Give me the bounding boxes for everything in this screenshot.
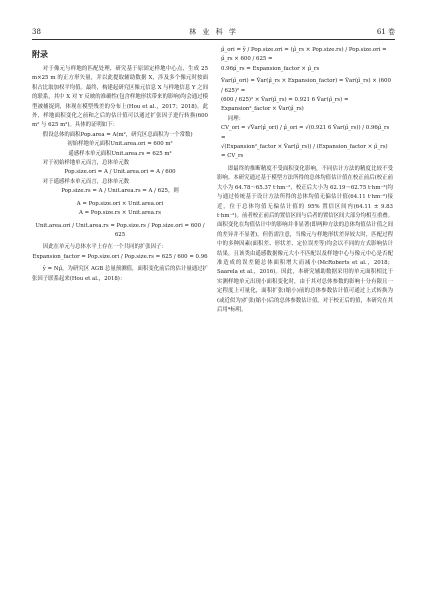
formula-unit-area-ori: 初始样地单元面积Unit.area.ori = 600 m² [67, 141, 173, 148]
expansion-intro: 因此在单元与总体水平上存在一个共同的扩张因子： [42, 244, 167, 251]
formula-cv-ori-cont: √(Expansion²_factor × V̂ar(μ̂_rs)) / (Expansion_factor × μ̂_rs) = CV_rs [221, 144, 390, 160]
formula-var-ori-cont: (600 / 625)² × V̂ar(μ̂_rs) = 0.921 6 V̂ar(μ̂_rs) = [221, 97, 349, 104]
formula-ratio: Unit.area.ori / Unit.area.rs = Pop.size.rs / Pop.size.ori = 600 / 625 [35, 222, 207, 238]
left-column [32, 46, 208, 284]
formula-pop-size-ori: Pop.size.ori = A / Unit.area.ori = A / 600 [64, 169, 176, 176]
volume-label: 61 卷 [376, 28, 395, 36]
assumption-paragraph: 假设总体的面积Pop.area = A(m²，研究区总面积为一个常数) [42, 131, 193, 138]
formula-var-ori: V̂ar(μ̂_ori) = V̂ar(μ̂_rs × Expansion_factor) = V̂ar(μ̂_rs) × (600 / 625)² = [221, 78, 393, 94]
pop-size-rs-intro: 对于遥感样本单元而言，总体单元数 [42, 178, 130, 185]
running-head [32, 26, 395, 38]
conclusion-paragraph: 即最终的推断精度不受面积变化影响，不同估计方法的精度比较不受影响。本研究通过基于模型方法所得的总体均值估计值在校正前后(校正前大小为 64.78～65.37 t·hm⁻²，校正后大小为 62.19～62.75 t·hm⁻²)均与通过传统基于设计方法所得的总体均值无偏估计值(64.11 t·hm⁻²)接近，位于总体均值无偏估计值的 95% 置信区间内(64.11 ± 9.83 t·hm⁻²)。前者校正前后的置信区间与后者的置信区间大部分均相互重叠。面积变化在均值估计中的影响并非显著(即两种方法的总体均值估计值之间的差异并不显著)，但仍需注意，当像元与样地形状差异较大时，匹配过程中的多种因素(面积差、形状差、定位误差等)均会以不同的方式影响估计结果，且该类由遥感数据像元大小不匹配以及样地中心与像元中心是否配准造成的误差随总体面积增大而减小(McRoberts et al.，2018；Saarela et al.，2016)。因此，本研究辅助数据采用的单元面积相比于实测样地单元出现小面积变化时，由于其对总体参数的影响十分有限且一定程度上可量化，面积扩张(缩小)前的总体参数估计值可通过上式转换为(或近似为)扩张(缩小)后的总体参数估计值。对于校正后的值，本研究在其后用*标明。 [217, 165, 395, 313]
formula-var-ori-end: Expansion²_factor × V̂ar(μ̂_rs) [221, 106, 304, 113]
formula-cv-ori: CV_ori = √V̂ar(μ̂_ori) / μ̂_ori = √(0.921 6 V̂ar(μ̂_rs)) / 0.96μ̂_rs = [221, 125, 392, 141]
journal-title: 林 业 科 学 [189, 28, 238, 36]
appendix-heading: 附录 [32, 50, 48, 59]
formula-mean-ori: μ̂_ori = ŷ / Pop.size.ori = (μ̂_rs × Pop.size.rs) / Pop.size.ori = μ̂_rs × 600 / 625 = [221, 47, 389, 63]
formula-unit-area-rs: 遥感样本单元面积Unit.area.rs = 625 m² [68, 150, 172, 157]
formula-area-rs: A = Pop.size.rs × Unit.area.rs [78, 210, 162, 217]
formula-area-ori: A = Pop.size.ori × Unit.area.ori [76, 200, 164, 207]
pop-size-ori-intro: 对于初始样地单元而言，总体单元数 [42, 160, 130, 167]
formula-expansion-factor: Expansion_factor = Pop.size.ori / Pop.size.rs = 625 / 600 = 0.96 [32, 253, 208, 260]
formula-pop-size-rs: Pop.size.rs = A / Unit.area.rs = A / 625，则 [61, 188, 179, 195]
page-number: 38 [32, 28, 41, 36]
estimate-paragraph: ŷ = Nμ̂，为研究区 AGB 总量预测值，面积变化前后的估计量通过扩张因子联系起来(Hou et al.，2018)： [32, 266, 208, 282]
right-column [217, 46, 393, 315]
header-rule [32, 39, 395, 40]
likewise-label: 同理： [227, 115, 244, 122]
appendix-paragraph-1: 对于像元与样地的匹配处理，研究基于原固定样地中心点，生成 25 m×25 m 的正方形矢量，并以此提取辅助数据 X，涉及多个像元时按面积占比取加权平均值。最终，构建起研究区像元信息 X 与样地信息 Y 之间的联系，其中 X 对 Y 反映的准确性(包含样地形状带来的影响)均会通过模型被捕捉到，体现在模型残差的分布上(Hou et al.，2017；2018)。此外，样地面积变化之前和之后的估计值可以通过扩张因子进行转换(600 m² 与 625 m²)。具体的证明如下： [32, 66, 210, 129]
formula-mean-ori-cont: 0.96μ̂_rs = Expansion_factor × μ̂_rs [221, 65, 320, 72]
